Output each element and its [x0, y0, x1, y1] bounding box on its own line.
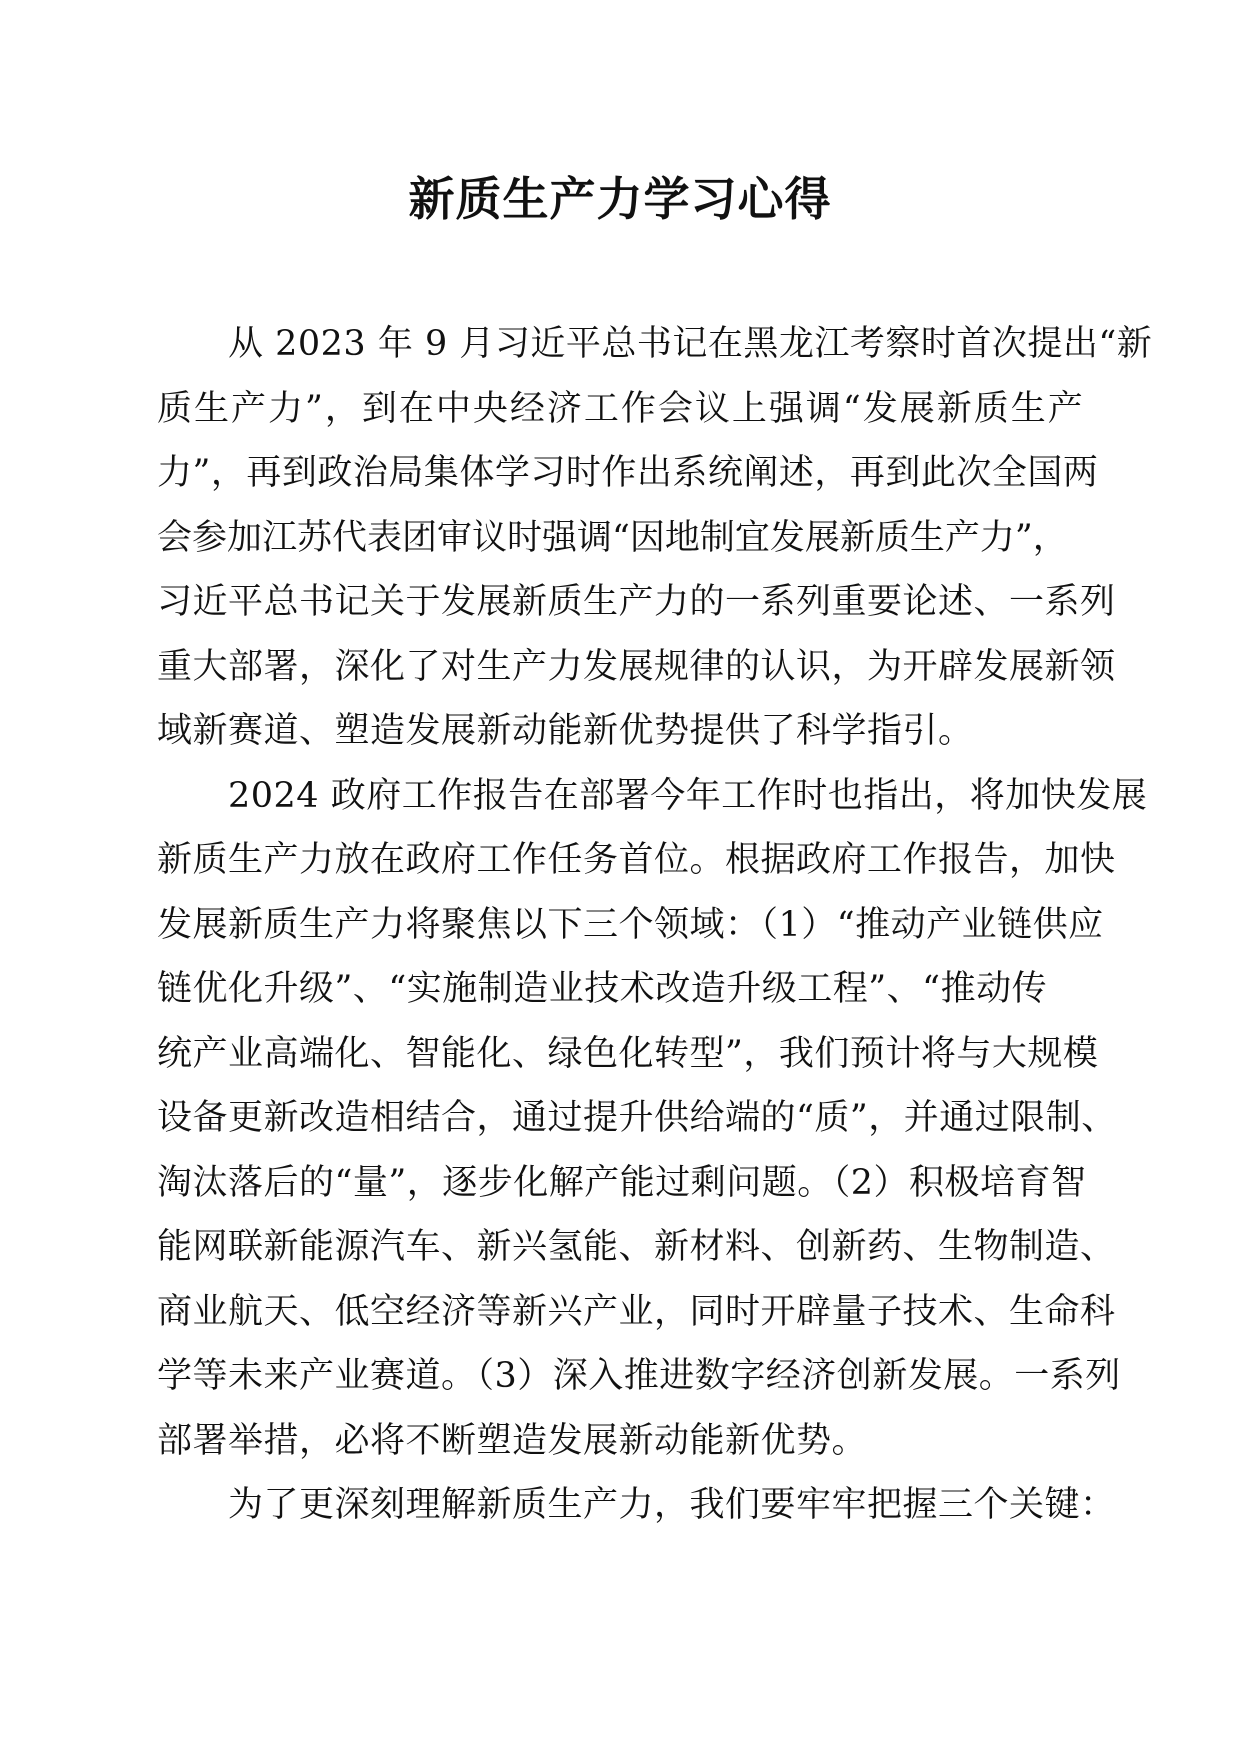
text-line: 从 2023 年 9 月习近平总书记在黑龙江考察时首次提出“新 — [157, 324, 1153, 364]
text-line: 力”，再到政治局集体学习时作出系统阐述，再到此次全国两 — [157, 453, 1099, 493]
text-line: 能网联新能源汽车、新兴氢能、新材料、创新药、生物制造、 — [157, 1227, 1116, 1267]
text-line: 2024 政府工作报告在部署今年工作时也指出，将加快发展 — [157, 775, 1148, 816]
text-line: 商业航天、低空经济等新兴产业，同时开辟量子技术、生命科 — [157, 1291, 1116, 1332]
text-line: 为了更深刻理解新质生产力，我们要牢牢把握三个关键： — [157, 1485, 1116, 1525]
text-line: 习近平总书记关于发展新质生产力的一系列重要论述、一系列 — [157, 582, 1116, 622]
text-line: 统产业高端化、智能化、绿色化转型”，我们预计将与大规模 — [157, 1033, 1099, 1074]
text-line: 质生产力”，到在中央经济工作会议上强调“发展新质生产 — [157, 388, 1085, 429]
text-line: 学等未来产业赛道。（3）深入推进数字经济创新发展。一系列 — [157, 1356, 1121, 1396]
text-line: 设备更新改造相结合，通过提升供给端的“质”，并通过限制、 — [157, 1098, 1117, 1138]
text-line: 新质生产力放在政府工作任务首位。根据政府工作报告，加快 — [157, 840, 1116, 880]
text-line: 重大部署，深化了对生产力发展规律的认识，为开辟发展新领 — [157, 646, 1116, 687]
text-line: 淘汰落后的“量”，逐步化解产能过剩问题。（2）积极培育智 — [157, 1162, 1087, 1203]
text-line: 链优化升级”、“实施制造业技术改造升级工程”、“推动传 — [157, 969, 1048, 1009]
document-title: 新质生产力学习心得 — [408, 172, 832, 226]
document-body — [157, 312, 1153, 1538]
text-line: 部署举措，必将不断塑造发展新动能新优势。 — [157, 1420, 868, 1461]
text-line: 域新赛道、塑造发展新动能新优势提供了科学指引。 — [157, 711, 974, 751]
text-line: 发展新质生产力将聚焦以下三个领域：（1）“推动产业链供应 — [157, 904, 1104, 945]
text-line: 会参加江苏代表团审议时强调“因地制宜发展新质生产力”， — [157, 517, 1068, 558]
